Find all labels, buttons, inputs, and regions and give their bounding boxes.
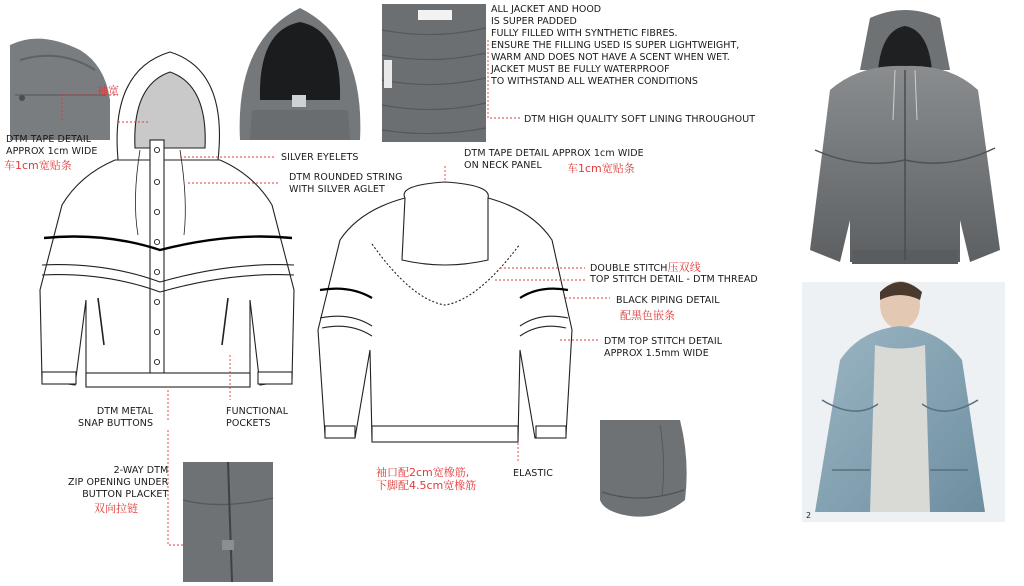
rounded-string-label: DTM ROUNDED STRING WITH SILVER AGLET bbox=[289, 172, 403, 195]
hood-width-cn-label: 袖宽 bbox=[97, 84, 119, 97]
tape-detail-cn-label: 车1cm宽贴条 bbox=[4, 159, 72, 172]
cuff-elastic-cn-label: 袖口配2cm宽橡筋, 下脚配4.5cm宽橡筋 bbox=[376, 466, 477, 492]
double-stitch-cn-text: 压双线 bbox=[667, 261, 701, 274]
hood-interior-photo bbox=[224, 4, 374, 142]
dtm-top-stitch-label: DTM TOP STITCH DETAIL APPROX 1.5mm WIDE bbox=[604, 336, 723, 359]
product-photo-front bbox=[810, 10, 1000, 264]
functional-pockets-label: FUNCTIONAL POCKETS bbox=[226, 406, 289, 429]
lining-photo bbox=[382, 4, 486, 142]
snap-buttons-label: DTM METAL SNAP BUTTONS bbox=[78, 406, 154, 429]
zip-detail-photo bbox=[183, 462, 273, 582]
photo-number: 2 bbox=[806, 511, 812, 520]
padding-note: ALL JACKET AND HOOD IS SUPER PADDED FULLY FILLED WITH SYNTHETIC FIBRES. ENSURE THE FILLING USED IS SUPER LIGHTWEIGHT, WARM AND DOES NOT HAVE A SCENT WHEN WET. JACKET MUST BE FULLY WATERPROOF TO WITHSTAND ALL WEATHER CONDITIONS bbox=[491, 4, 740, 87]
tape-detail-label: DTM TAPE DETAIL APPROX 1cm WIDE bbox=[6, 134, 98, 157]
model-photo bbox=[802, 281, 1005, 522]
neck-tape-label: DTM TAPE DETAIL APPROX 1cm WIDE ON NECK PANEL bbox=[464, 148, 644, 171]
elastic-label: ELASTIC bbox=[513, 468, 553, 479]
cuff-detail-photo bbox=[598, 420, 698, 526]
double-stitch-text: DOUBLE STITCH bbox=[590, 263, 668, 274]
black-piping-label: BLACK PIPING DETAIL bbox=[616, 295, 720, 306]
zip-opening-cn-label: 双向拉链 bbox=[94, 502, 138, 515]
zip-opening-label: 2-WAY DTM ZIP OPENING UNDER BUTTON PLACKET bbox=[68, 465, 169, 500]
lining-label: DTM HIGH QUALITY SOFT LINING THROUGHOUT bbox=[524, 114, 756, 125]
silver-eyelets-label: SILVER EYELETS bbox=[281, 152, 359, 163]
neck-tape-cn-label: 车1cm宽贴条 bbox=[567, 162, 635, 175]
top-stitch-label: TOP STITCH DETAIL - DTM THREAD bbox=[590, 274, 758, 285]
back-sketch bbox=[318, 182, 572, 442]
hood-side-photo bbox=[10, 39, 110, 140]
black-piping-cn-label: 配黑色嵌条 bbox=[620, 309, 675, 322]
